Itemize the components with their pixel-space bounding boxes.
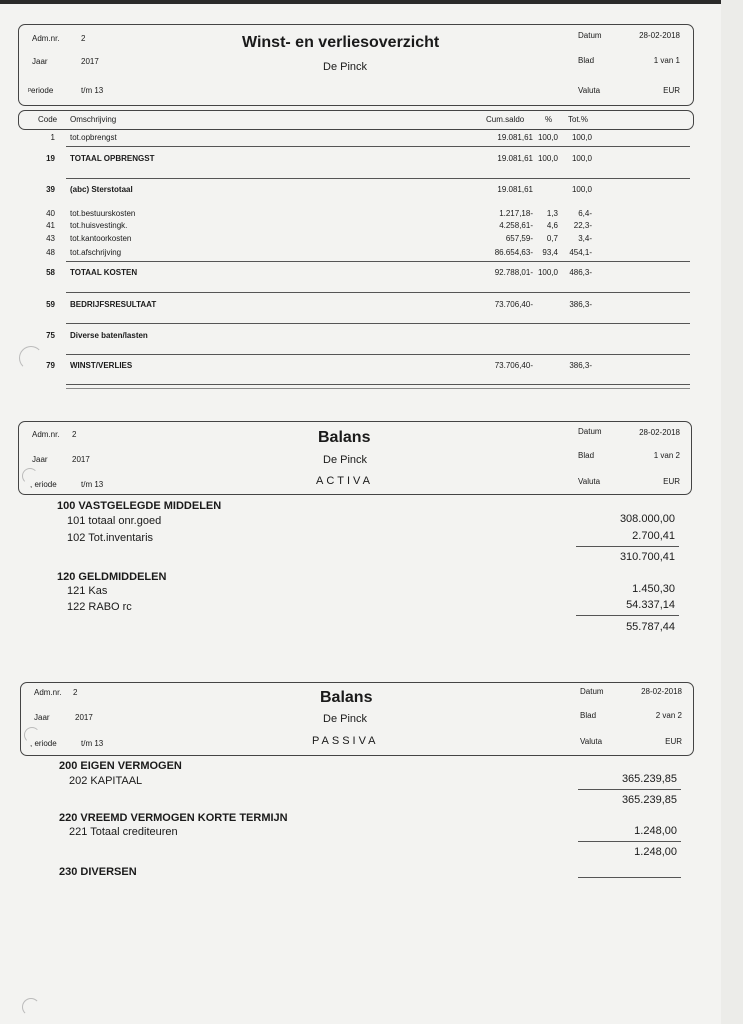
wv-row-pct: 100,0 (537, 268, 558, 277)
activa-row-value: 1.450,30 (632, 583, 675, 595)
wv-row-code: 48 (46, 248, 55, 257)
wv-row-desc: tot.huisvestingk. (70, 221, 128, 230)
wv-row-cum: 19.081,61 (497, 154, 533, 163)
activa-company: De Pinck (323, 454, 368, 466)
passiva-row-value: 1.248,00 (634, 825, 677, 837)
wv-row-desc: Diverse baten/lasten (70, 331, 148, 340)
wv-valuta-value: EUR (663, 86, 680, 95)
wv-row-code: 41 (46, 221, 55, 230)
punch-hole-mark (22, 998, 40, 1016)
wv-column-header-box (18, 110, 694, 130)
wv-row-desc: tot.kantoorkosten (70, 234, 132, 243)
passiva-group-title: 230 DIVERSEN (59, 866, 137, 878)
wv-row-pct: 1,3 (546, 209, 558, 218)
passiva-row-label: 202 KAPITAAL (69, 775, 143, 787)
wv-col-tot: Tot.% (568, 115, 589, 124)
activa-periode-label: , eriode (30, 480, 57, 489)
passiva-row-label: 221 Totaal crediteuren (69, 826, 178, 838)
wv-row-tot: 3,4- (578, 234, 592, 243)
wv-row-code: 1 (50, 133, 55, 142)
wv-divider (66, 384, 690, 385)
wv-col-pct: % (545, 115, 553, 124)
wv-row-desc: tot.afschrijving (70, 248, 122, 257)
wv-divider (66, 146, 690, 147)
activa-row-label: 122 RABO rc (67, 601, 132, 613)
activa-datum-label: Datum (578, 427, 602, 436)
activa-group-title: 100 VASTGELEGDE MIDDELEN (57, 500, 222, 512)
activa-adm-label: Adm.nr. (32, 430, 60, 439)
wv-col-code: Code (38, 115, 58, 124)
wv-blad-value: 1 van 1 (653, 56, 680, 65)
wv-row-desc: (abc) Sterstotaal (70, 185, 133, 194)
wv-row-cum: 657,59- (505, 234, 533, 243)
passiva-jaar-value: 2017 (75, 713, 93, 722)
wv-row-tot: 22,3- (573, 221, 592, 230)
wv-row-cum: 19.081,61 (497, 133, 533, 142)
wv-row-cum: 86.654,63- (494, 248, 533, 257)
activa-row-value: 54.337,14 (626, 599, 675, 611)
wv-adm-value: 2 (81, 34, 86, 43)
wv-divider (66, 261, 690, 262)
wv-jaar-label: Jaar (32, 57, 48, 66)
wv-datum-value: 28-02-2018 (639, 31, 680, 40)
activa-row-value: 308.000,00 (619, 513, 675, 525)
wv-row-cum: 1.217,18- (499, 209, 533, 218)
punch-hole-mark (24, 727, 40, 743)
passiva-datum-value: 28-02-2018 (641, 687, 682, 696)
activa-group-title: 120 GELDMIDDELEN (57, 571, 167, 583)
wv-row-desc: tot.bestuurskosten (70, 209, 136, 218)
wv-divider (66, 354, 690, 355)
wv-row-pct: 0,7 (546, 234, 558, 243)
passiva-adm-value: 2 (73, 688, 78, 697)
passiva-periode-value: t/m 13 (81, 739, 104, 748)
wv-periode-label: ᵖeriode (28, 86, 54, 95)
activa-row-label: 121 Kas (67, 585, 108, 597)
wv-row-tot: 100,0 (571, 154, 592, 163)
wv-row-tot: 100,0 (571, 185, 592, 194)
wv-row-tot: 386,3- (569, 300, 592, 309)
wv-row-code: 59 (46, 300, 55, 309)
wv-row-code: 19 (46, 154, 55, 163)
passiva-group-title: 220 VREEMD VERMOGEN KORTE TERMIJN (59, 812, 288, 824)
wv-row-desc: TOTAAL KOSTEN (70, 268, 138, 277)
activa-blad-label: Blad (578, 451, 595, 460)
activa-blad-value: 1 van 2 (653, 451, 680, 460)
activa-row-value: 2.700,41 (632, 530, 675, 542)
passiva-title: Balans (320, 689, 373, 706)
wv-divider (66, 178, 690, 179)
activa-sum-line (576, 546, 679, 547)
passiva-group-total: 365.239,85 (621, 794, 677, 806)
wv-row-pct: 4,6 (546, 221, 558, 230)
activa-title: Balans (318, 429, 371, 446)
wv-row-code: 58 (46, 268, 55, 277)
passiva-valuta-label: Valuta (580, 737, 603, 746)
passiva-datum-label: Datum (580, 687, 604, 696)
wv-row-cum: 92.788,01- (494, 268, 533, 277)
wv-row-code: 39 (46, 185, 55, 194)
scan-top-edge (0, 0, 743, 4)
wv-row-cum: 19.081,61 (497, 185, 533, 194)
passiva-group-title: 200 EIGEN VERMOGEN (59, 760, 182, 772)
activa-adm-value: 2 (72, 430, 77, 439)
wv-row-pct: 100,0 (537, 154, 558, 163)
wv-divider (66, 292, 690, 293)
wv-row-pct: 93,4 (542, 248, 558, 257)
wv-divider (66, 388, 690, 389)
wv-row-desc: TOTAAL OPBRENGST (70, 154, 155, 163)
wv-periode-value: t/m 13 (81, 86, 104, 95)
activa-row-label: 102 Tot.inventaris (67, 532, 154, 544)
wv-row-code: 79 (46, 361, 55, 370)
activa-jaar-label: Jaar (32, 455, 48, 464)
wv-row-cum: 4.258,61- (499, 221, 533, 230)
activa-sum-line (576, 615, 679, 616)
passiva-sum-line (578, 841, 681, 842)
wv-row-tot: 454,1- (569, 248, 592, 257)
wv-row-code: 43 (46, 234, 55, 243)
passiva-adm-label: Adm.nr. (34, 688, 62, 697)
passiva-row-value: 365.239,85 (621, 773, 677, 785)
passiva-side-label: PASSIVA (312, 735, 379, 747)
wv-divider (66, 323, 690, 324)
activa-side-label: ACTIVA (316, 475, 373, 487)
activa-valuta-label: Valuta (578, 477, 601, 486)
passiva-jaar-label: Jaar (34, 713, 50, 722)
passiva-company: De Pinck (323, 713, 368, 725)
activa-periode-value: t/m 13 (81, 480, 104, 489)
passiva-blad-label: Blad (580, 711, 597, 720)
activa-group-total: 55.787,44 (626, 621, 675, 633)
activa-group-total: 310.700,41 (619, 551, 675, 563)
passiva-sum-line (578, 877, 681, 878)
wv-datum-label: Datum (578, 31, 602, 40)
scan-right-edge (721, 0, 743, 1024)
activa-datum-value: 28-02-2018 (639, 428, 680, 437)
passiva-valuta-value: EUR (665, 737, 682, 746)
wv-row-desc: tot.opbrengst (70, 133, 117, 142)
activa-row-label: 101 totaal onr.goed (67, 515, 162, 527)
wv-row-desc: BEDRIJFSRESULTAAT (70, 300, 157, 309)
wv-row-tot: 386,3- (569, 361, 592, 370)
wv-jaar-value: 2017 (81, 57, 99, 66)
wv-row-cum: 73.706,40- (494, 300, 533, 309)
wv-title: Winst- en verliesoverzicht (242, 34, 440, 51)
wv-row-tot: 486,3- (569, 268, 592, 277)
passiva-periode-label: , eriode (30, 739, 57, 748)
wv-valuta-label: Valuta (578, 86, 601, 95)
punch-hole-mark (22, 468, 38, 484)
wv-row-cum: 73.706,40- (494, 361, 533, 370)
wv-row-desc: WINST/VERLIES (70, 361, 133, 370)
wv-adm-label: Adm.nr. (32, 34, 60, 43)
wv-row-tot: 6,4- (578, 209, 592, 218)
wv-col-cum: Cum.saldo (486, 115, 525, 124)
passiva-group-total: 1.248,00 (634, 846, 677, 858)
passiva-blad-value: 2 van 2 (655, 711, 682, 720)
wv-row-code: 75 (46, 331, 55, 340)
wv-col-omschrijving: Omschrijving (70, 115, 117, 124)
wv-row-pct: 100,0 (537, 133, 558, 142)
wv-company: De Pinck (323, 61, 368, 73)
passiva-sum-line (578, 789, 681, 790)
wv-row-tot: 100,0 (571, 133, 592, 142)
activa-jaar-value: 2017 (72, 455, 90, 464)
wv-row-code: 40 (46, 209, 55, 218)
activa-valuta-value: EUR (663, 477, 680, 486)
wv-blad-label: Blad (578, 56, 595, 65)
